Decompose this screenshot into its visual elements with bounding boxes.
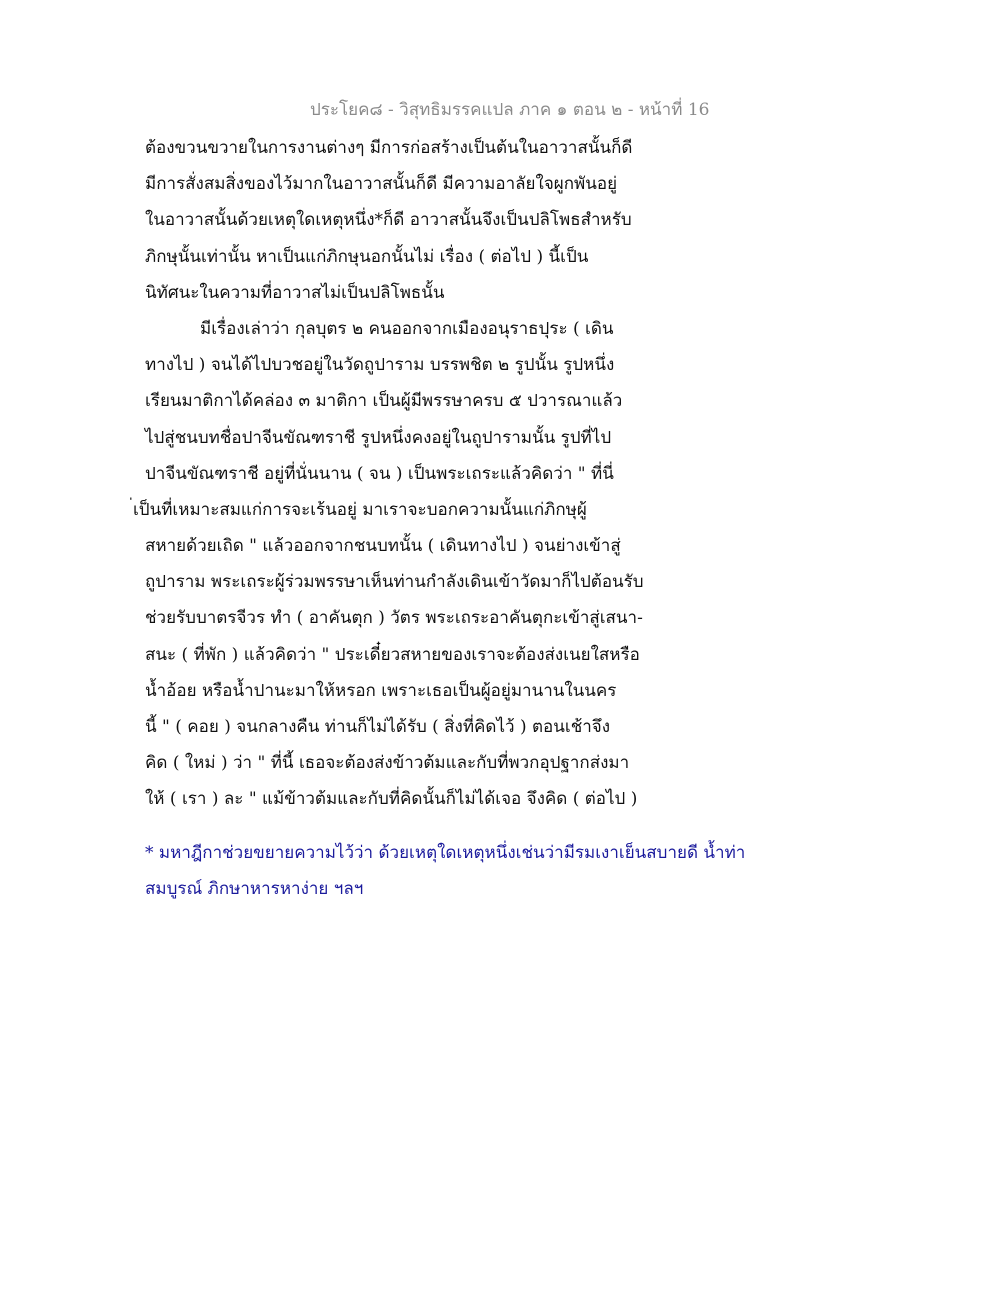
footnote-line: สมบูรณ์ ภิกษาหารหาง่าย ฯลฯ (145, 879, 364, 899)
text-line: ไปสู่ชนบทชื่อปาจีนขัณฑราชี รูปหนึ่งคงอยู่ในถูปารามนั้น รูปที่ไป (145, 427, 612, 448)
footnote (145, 835, 865, 907)
text-line: สหายด้วยเถิด " แล้วออกจากชนบทนั้น ( เดินทางไป ) จนย่างเข้าสู่ (145, 536, 621, 557)
text-line: นี้ " ( คอย ) จนกลางคืน ท่านก็ไม่ได้รับ ( สิ่งที่คิดไว้ ) ตอนเช้าจึง (145, 717, 611, 737)
text-line: ปาจีนขัณฑราชี อยู่ที่นั่นนาน ( จน ) เป็นพระเถระแล้วคิดว่า " ที่นี่ (145, 463, 614, 484)
text-line: ถูปาราม พระเถระผู้ร่วมพรรษาเห็นท่านกำลังเดินเข้าวัดมาก็ไปต้อนรับ (145, 572, 644, 593)
body-text (133, 130, 765, 818)
text-line: ในอาวาสนั้นด้วยเหตุใดเหตุหนึ่ง*ก็ดี อาวาสนั้นจึงเป็นปลิโพธสำหรับ (145, 210, 632, 231)
text-line: ต้องขวนขวายในการงานต่างๆ มีการก่อสร้างเป็นต้นในอาวาสนั้นก็ดี (145, 138, 633, 158)
text-line (133, 492, 765, 528)
paragraph-start-line: มีเรื่องเล่าว่า กุลบุตร ๒ คนออกจากเมืองอนุราธปุระ ( เดิน (200, 318, 614, 339)
text-line: คิด ( ใหม่ ) ว่า " ที่นี้ เธอจะต้องส่งข้าวต้มและกับที่พวกอุปฐากส่งมา (145, 753, 630, 774)
text-line-content: เป็นที่เหมาะสมแก่การจะเร้นอยู่ มาเราจะบอกความนั้นแก่ภิกษุผู้ (133, 499, 587, 520)
text-line: นิทัศนะในความที่อาวาสไม่เป็นปลิโพธนั้น (145, 282, 445, 303)
text-line: น้ำอ้อย หรือน้ำปานะมาให้หรอก เพราะเธอเป็นผู้อยู่มานานในนคร (145, 680, 617, 701)
text-line: สนะ ( ที่พัก ) แล้วคิดว่า " ประเดี๋ยวสหายของเราจะต้องส่งเนยใสหรือ (145, 644, 640, 665)
running-header: ประโยค๘ - วิสุทธิมรรคแปล ภาค ๑ ตอน ๒ - หน้าที่ 16 (310, 100, 710, 120)
text-line: มีการสั่งสมสิ่งของไว้มากในอาวาสนั้นก็ดี มีความอาลัยใจผูกพันอยู่ (145, 174, 618, 195)
text-line: ช่วยรับบาตรจีวร ทำ ( อาคันตุก ) วัตร พระเถระอาคันตุกะเข้าสู่เสนา- (145, 608, 643, 629)
text-line: เรียนมาติกาได้คล่อง ๓ มาติกา เป็นผู้มีพรรษาครบ ๕ ปวารณาแล้ว (145, 391, 623, 412)
text-line: ให้ ( เรา ) ละ " แม้ข้าวต้มและกับที่คิดนั้นก็ไม่ได้เจอ จึงคิด ( ต่อไป ) (145, 789, 638, 810)
text-line: ทางไป ) จนได้ไปบวชอยู่ในวัดถูปาราม บรรพชิต ๒ รูปนั้น รูปหนึ่ง (145, 355, 615, 376)
footnote-line: * มหาฎีกาช่วยขยายความไว้ว่า ด้วยเหตุใดเหตุหนึ่งเช่นว่ามีรมเงาเย็นสบายดี น้ำท่า (145, 843, 746, 863)
text-line: ภิกษุนั้นเท่านั้น หาเป็นแก่ภิกษุนอกนั้นไม่ เรื่อง ( ต่อไป ) นี้เป็น (145, 246, 589, 267)
